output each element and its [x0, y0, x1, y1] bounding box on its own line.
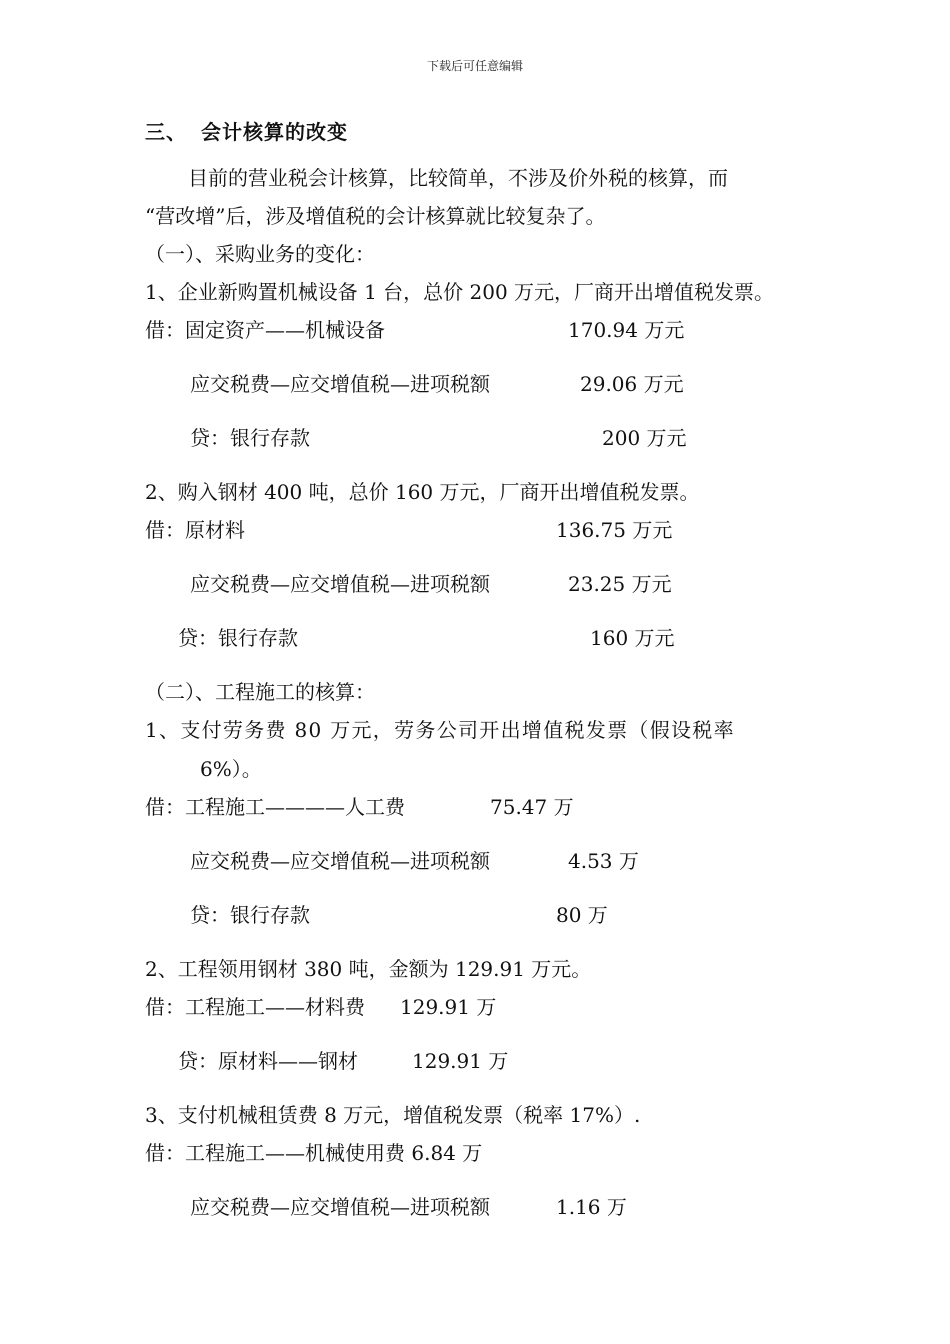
entry-account: 借：工程施工————人工费 — [145, 795, 405, 819]
subsection-title-1: （一）、采购业务的变化： — [145, 242, 375, 266]
subsection-title-2: （二）、工程施工的核算： — [145, 680, 375, 704]
section-title: 会计核算的改变 — [201, 120, 348, 144]
entry-account: 贷：银行存款 — [190, 426, 310, 450]
entry-amount: 23.25 万元 — [568, 572, 672, 596]
item-description: 1、企业新购置机械设备 1 台，总价 200 万元，厂商开出增值税发票。 — [145, 280, 775, 304]
entry-account: 应交税费—应交增值税—进项税额 — [190, 1195, 490, 1219]
entry-amount: 29.06 万元 — [580, 372, 684, 396]
entry-account: 应交税费—应交增值税—进项税额 — [190, 572, 490, 596]
entry-amount: 75.47 万 — [490, 795, 574, 819]
entry-account: 贷：银行存款 — [178, 626, 298, 650]
entry-amount: 4.53 万 — [568, 849, 639, 873]
header-note: 下载后可任意编辑 — [426, 59, 523, 73]
item-description: 2、工程领用钢材 380 吨，金额为 129.91 万元。 — [145, 957, 592, 981]
entry-amount: 129.91 万 — [400, 995, 497, 1019]
entry-account: 借：工程施工——材料费 — [145, 995, 365, 1019]
entry-amount: 129.91 万 — [412, 1049, 509, 1073]
entry-account: 借：固定资产——机械设备 — [145, 318, 385, 342]
intro-line-1: 目前的营业税会计核算，比较简单，不涉及价外税的核算，而 — [188, 166, 728, 190]
entry-account: 贷：银行存款 — [190, 903, 310, 927]
entry-account: 借：工程施工——机械使用费 6.84 万 — [145, 1141, 483, 1165]
entry-amount: 136.75 万元 — [556, 518, 673, 542]
entry-account: 应交税费—应交增值税—进项税额 — [190, 372, 490, 396]
section-number: 三、 — [145, 120, 187, 144]
item-description: 2、购入钢材 400 吨，总价 160 万元，厂商开出增值税发票。 — [145, 480, 700, 504]
entry-amount: 160 万元 — [590, 626, 675, 650]
section-heading — [145, 116, 348, 145]
item-description: 1、支付劳务费 80 万元，劳务公司开出增值税发票（假设税率 — [145, 718, 735, 742]
entry-amount: 1.16 万 — [556, 1195, 627, 1219]
entry-amount: 200 万元 — [602, 426, 687, 450]
item-description: 3、支付机械租赁费 8 万元，增值税发票（税率 17%）. — [145, 1103, 641, 1127]
entry-amount: 80 万 — [556, 903, 608, 927]
entry-amount: 170.94 万元 — [568, 318, 685, 342]
entry-account: 借：原材料 — [145, 518, 245, 542]
entry-account: 贷：原材料——钢材 — [178, 1049, 358, 1073]
entry-account: 应交税费—应交增值税—进项税额 — [190, 849, 490, 873]
intro-line-2: “营改增”后，涉及增值税的会计核算就比较复杂了。 — [145, 204, 606, 228]
item-description-continued: 6%）。 — [200, 757, 262, 781]
